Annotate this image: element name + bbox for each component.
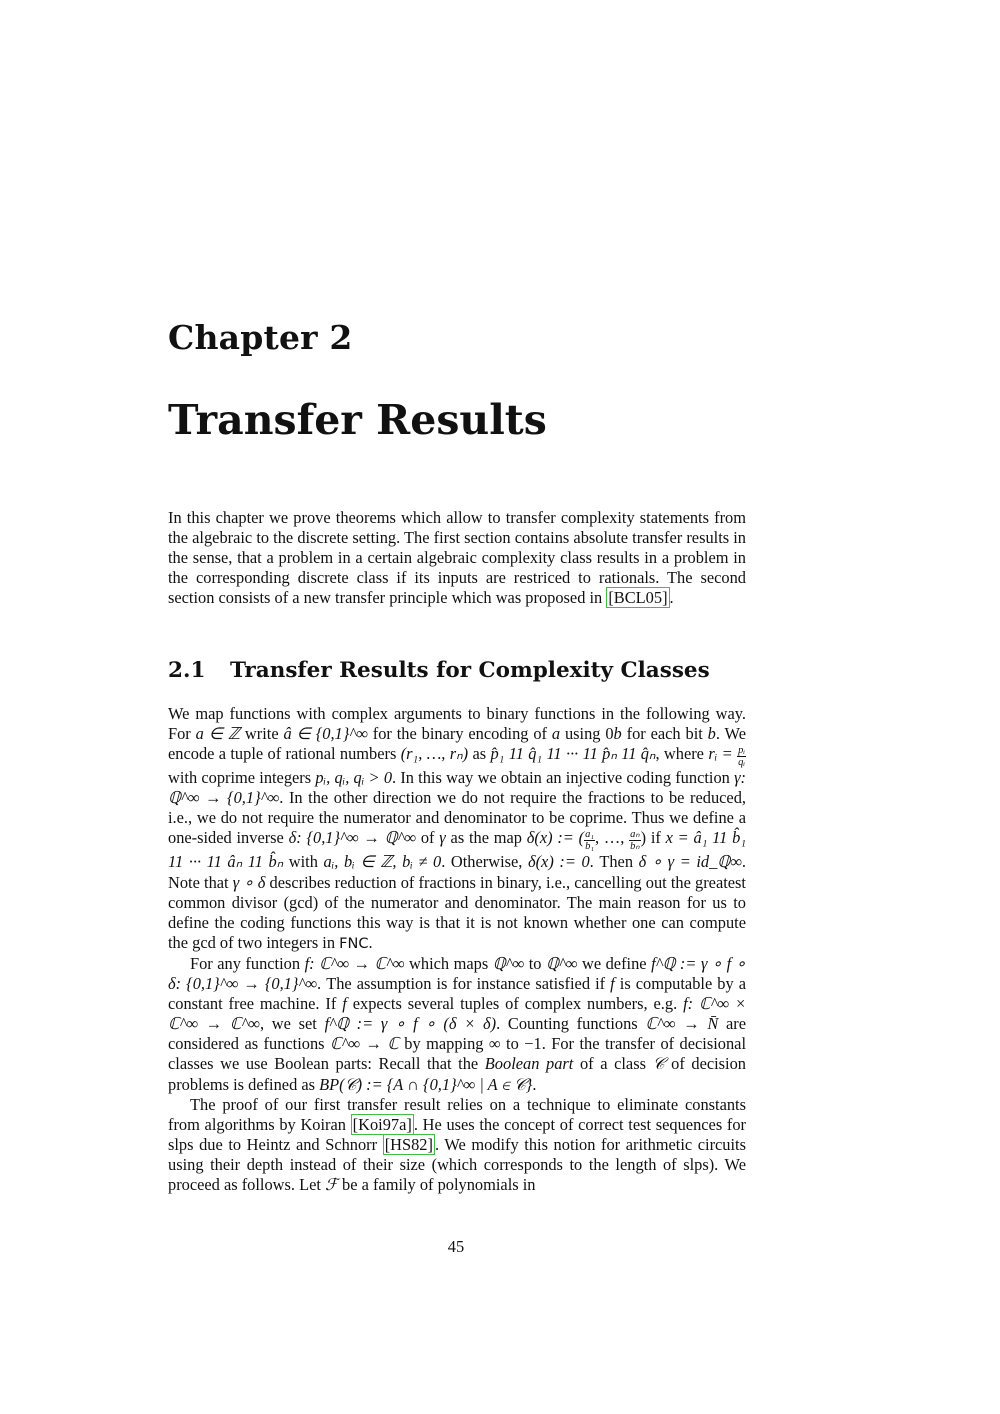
math-inline: δ: {0,1}^∞ → ℚ^∞ xyxy=(288,828,417,848)
text: as xyxy=(468,744,491,764)
paragraph-2 xyxy=(168,954,746,1095)
section-heading xyxy=(168,658,710,683)
text: . In this way we obtain an injective coding function xyxy=(392,768,735,788)
math-inline: δ ∘ γ = id_ℚ∞ xyxy=(638,852,742,872)
fraction-pi-qi xyxy=(737,745,746,768)
text: , we set xyxy=(259,1014,325,1034)
math-inline: f xyxy=(342,994,347,1014)
text: for the binary encoding of xyxy=(367,724,552,744)
text: . xyxy=(368,932,373,952)
text: . Counting functions xyxy=(496,1014,646,1034)
text: of xyxy=(416,828,440,848)
text: . xyxy=(532,1074,537,1094)
math-inline: â ∈ {0,1}^∞ xyxy=(283,724,368,744)
math-inline: aᵢ, bᵢ ∈ ℤ, bᵢ ≠ 0 xyxy=(323,852,442,872)
text: are considered as functions xyxy=(168,1014,747,1054)
math-inline: ℂ^∞ → N̄ xyxy=(645,1014,719,1034)
intro-text: In this chapter we prove theorems which allow to transfer complexity statements from the algebraic to the discrete setting. The first section contains absolute transfer results in the sense, that a problem in a certain algebraic complexity class results in a problem in the corresponding discrete class if its inputs are restriced to rationals. The second section consists of a new transfer principle which was proposed in xyxy=(168,508,746,608)
math-inline: ℂ^∞ → ℂ xyxy=(330,1034,399,1054)
math-inline: f: ℂ^∞ → ℂ^∞ xyxy=(304,953,405,973)
intro-text-end: . xyxy=(669,588,674,608)
text: , where xyxy=(655,744,709,764)
math-inline: p̂₁ 11 q̂₁ 11 ··· 11 p̂ₙ 11 q̂ₙ xyxy=(490,744,656,764)
text: . He uses the concept of correct test sequences for slps due to Heintz and Schnorr xyxy=(168,1114,747,1154)
text: we define xyxy=(577,953,652,973)
text: with coprime integers xyxy=(168,768,316,788)
math-inline: γ ∘ δ xyxy=(232,872,266,892)
math-inline: γ xyxy=(439,828,446,848)
chapter-title: Transfer Results xyxy=(168,396,547,444)
chapter-label: Chapter 2 xyxy=(168,318,353,357)
citation-link-koi97a[interactable]: [Koi97a] xyxy=(352,1114,412,1134)
math-inline: b xyxy=(707,724,716,744)
text: describes reduction of fractions in binary, i.e., cancelling out the greatest common divisor (gcd) of the numerator and denominator. The main reason for us to define the coding functions this way is that it is not known whether one can compute the gcd of two integers in xyxy=(168,872,746,952)
text: if xyxy=(646,828,666,848)
numerator: a₁ xyxy=(585,829,595,841)
complexity-class-fnc: FNC xyxy=(339,935,369,952)
text: is computable by a constant free machine. If xyxy=(168,974,747,1014)
math-inline: ℚ^∞ xyxy=(545,953,578,973)
text: . Otherwise, xyxy=(441,852,528,872)
text: . We modify this notion for arithmetic circuits using their depth instead of their size (which corresponds to the length of slps). We proceed as follows. Let xyxy=(168,1134,746,1194)
section-title: Transfer Results for Complexity Classes xyxy=(230,658,710,683)
section-body xyxy=(168,704,746,1195)
fraction-an-bn xyxy=(629,829,640,852)
fraction-a1-b1 xyxy=(584,829,595,852)
math-inline: (r₁, …, rₙ) xyxy=(400,744,469,764)
emphasis-boolean-part: Boolean part xyxy=(484,1054,574,1074)
text: which maps xyxy=(404,953,493,973)
citation-link-hs82[interactable]: [HS82] xyxy=(384,1134,433,1154)
math-inline: ℚ^∞ xyxy=(492,953,525,973)
text: by mapping ∞ to −1. For the transfer of decisional classes we use Boolean parts: Recall that the xyxy=(168,1034,747,1074)
section-number: 2.1 xyxy=(168,658,206,683)
text: . Then xyxy=(589,852,639,872)
text: using 0 xyxy=(560,724,614,744)
citation-link-bcl05[interactable]: [BCL05] xyxy=(608,588,668,608)
denominator: b₁ xyxy=(585,841,595,853)
math-inline: ℱ xyxy=(325,1174,338,1194)
math-inline: ) xyxy=(640,828,647,848)
math-inline: rᵢ = xyxy=(708,744,733,764)
math-inline: BP(𝒞) := {A ∩ {0,1}^∞ | A ∈ 𝒞} xyxy=(319,1074,533,1094)
intro-paragraph xyxy=(168,508,746,608)
math-inline: a ∈ ℤ xyxy=(195,724,241,744)
math-inline: 𝒞 xyxy=(652,1054,665,1074)
math-inline: f^ℚ := γ ∘ f ∘ (δ × δ) xyxy=(324,1014,497,1034)
paragraph-1 xyxy=(168,704,746,954)
text: for each bit xyxy=(621,724,708,744)
text: For any function xyxy=(190,953,305,973)
math-inline: , …, xyxy=(595,828,630,848)
math-inline: a xyxy=(551,724,561,744)
text: . Note that xyxy=(168,852,746,892)
text: . In the other direction we do not require the fractions to be reduced, i.e., we do not require the numerator and denominator to be coprime. Thus we define a one-sided inverse xyxy=(168,788,746,848)
math-inline: x = â₁ 11 b̂₁ 11 ··· 11 âₙ 11 b̂ₙ xyxy=(168,828,747,872)
text: The proof of our first transfer result relies on a technique to eliminate constants from algorithms by Koiran xyxy=(168,1094,746,1134)
paragraph-3 xyxy=(168,1095,746,1195)
math-inline: pᵢ, qᵢ, qᵢ > 0 xyxy=(315,768,393,788)
text: expects several tuples of complex numbers, e.g. xyxy=(346,994,684,1014)
text: be a family of polynomials in xyxy=(337,1174,536,1194)
numerator: aₙ xyxy=(630,829,640,841)
text: write xyxy=(240,724,284,744)
text: of a class xyxy=(573,1054,653,1074)
page-number: 45 xyxy=(447,1237,465,1256)
numerator: pᵢ xyxy=(738,745,745,757)
denominator: qᵢ xyxy=(738,757,745,769)
math-inline: f xyxy=(610,974,615,994)
text: . We encode a tuple of rational numbers xyxy=(168,724,746,764)
math-inline: f: ℂ^∞ × ℂ^∞ → ℂ^∞ xyxy=(168,994,747,1034)
text: as the map xyxy=(445,828,527,848)
math-inline: δ(x) := 0 xyxy=(527,852,590,872)
math-inline: f^ℚ := γ ∘ f ∘ δ: {0,1}^∞ → {0,1}^∞ xyxy=(168,953,746,994)
denominator: bₙ xyxy=(630,841,640,853)
math-inline: γ: ℚ^∞ → {0,1}^∞ xyxy=(168,768,746,808)
text: We map functions with complex arguments to binary functions in the following way. For xyxy=(168,704,746,744)
text: . The assumption is for instance satisfied if xyxy=(317,974,611,994)
math-inline: δ(x) := ( xyxy=(526,828,585,848)
text: with xyxy=(283,852,324,872)
text: to xyxy=(524,953,546,973)
text: of decision problems is defined as xyxy=(168,1054,746,1094)
math-inline: b xyxy=(613,724,622,744)
